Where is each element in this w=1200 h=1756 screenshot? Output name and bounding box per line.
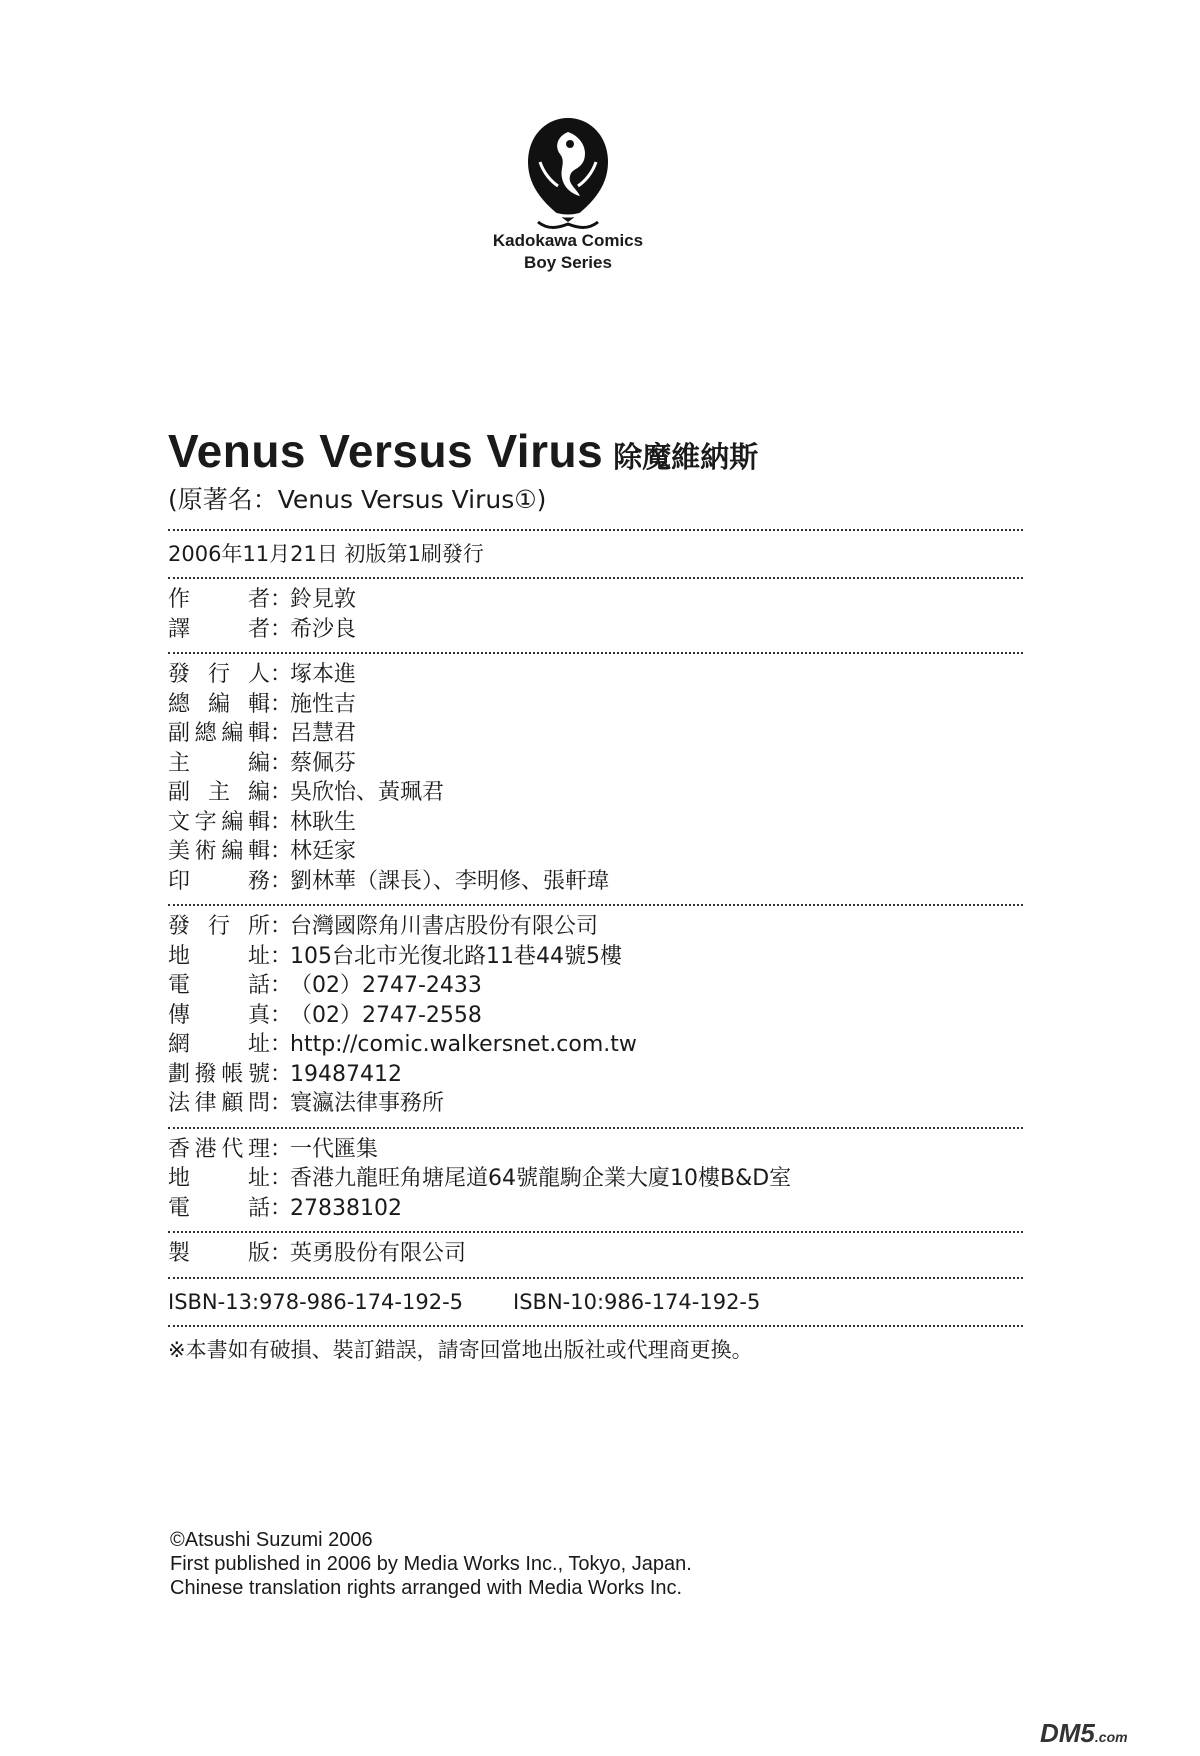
field-colon: ： — [270, 750, 293, 776]
hongkong-row — [168, 1135, 1023, 1165]
field-value: 105台北市光復北路11巷44號5樓 — [290, 943, 622, 969]
phoenix-logo-icon — [518, 110, 618, 235]
copyright-line-1: ©Atsushi Suzumi 2006 — [170, 1529, 373, 1551]
field-label: 副 主 編 — [168, 780, 270, 805]
staff-row — [168, 867, 1023, 897]
publisher-row — [168, 1060, 1023, 1090]
field-label: 劃 撥 帳 號 — [168, 1061, 270, 1087]
field-value: 香港九龍旺角塘尾道64號龍駒企業大廈10樓B&D室 — [290, 1166, 792, 1191]
publisher-row — [168, 1001, 1023, 1031]
field-value: 蔡佩芬 — [290, 750, 357, 776]
field-value: 呂慧君 — [290, 721, 357, 746]
field-label: 副 總 編 輯 — [168, 721, 270, 746]
original-title: (原著名：Venus Versus Virus①) — [168, 485, 547, 514]
printing-section — [168, 1233, 1023, 1277]
publisher-section — [168, 906, 1023, 1127]
field-colon: ： — [270, 721, 293, 746]
field-value: （02）2747-2558 — [290, 1002, 482, 1028]
field-colon: ： — [270, 1061, 293, 1087]
field-value: 林耿生 — [290, 809, 357, 835]
brand-label — [468, 230, 668, 274]
edition-line: 2006年11月21日 初版第1刷發行 — [168, 542, 484, 566]
staff-row — [168, 719, 1023, 749]
field-colon: ： — [270, 780, 293, 805]
field-label: 總 編 輯 — [168, 691, 270, 717]
field-value: 台灣國際角川書店股份有限公司 — [290, 914, 599, 939]
title-main: Venus Versus Virus — [168, 425, 604, 477]
hongkong-row — [168, 1164, 1023, 1194]
staff-section — [168, 654, 1023, 904]
copyright-line-3: Chinese translation rights arranged with Media Works Inc. — [170, 1577, 683, 1599]
credits-section — [168, 579, 1023, 652]
field-label: 香 港 代 理 — [168, 1136, 270, 1162]
field-label: 地 址 — [168, 943, 270, 969]
credits-row — [168, 615, 1023, 645]
staff-row — [168, 778, 1023, 808]
field-value: 鈴見敦 — [290, 587, 357, 612]
field-value: 林廷家 — [290, 839, 357, 864]
field-value: 19487412 — [290, 1061, 402, 1087]
field-label: 印 務 — [168, 868, 270, 894]
field-colon: ： — [270, 1166, 293, 1191]
field-value: 英勇股份有限公司 — [290, 1241, 467, 1266]
staff-row — [168, 690, 1023, 720]
isbn-10: ISBN-10:986-174-192-5 — [513, 1289, 761, 1314]
field-colon: ： — [270, 1195, 293, 1221]
field-colon: ： — [270, 616, 293, 642]
staff-row — [168, 749, 1023, 779]
field-value: 寰瀛法律事務所 — [290, 1091, 445, 1116]
copyright-block — [170, 1528, 692, 1600]
field-label: 發 行 人 — [168, 662, 270, 687]
field-colon: ： — [270, 662, 293, 687]
field-label: 文 字 編 輯 — [168, 809, 270, 835]
field-colon: ： — [270, 587, 293, 612]
watermark — [1040, 1718, 1128, 1749]
field-value: 施性吉 — [290, 691, 357, 717]
field-value: http://comic.walkersnet.com.tw — [290, 1032, 637, 1057]
colophon — [168, 425, 1023, 1373]
field-colon: ： — [270, 1091, 293, 1116]
field-label: 譯 者 — [168, 616, 270, 642]
publisher-row — [168, 1030, 1023, 1060]
field-colon: ： — [270, 809, 293, 835]
isbn-line — [168, 1279, 1023, 1325]
field-label: 電 話 — [168, 1195, 270, 1221]
field-label: 法 律 顧 問 — [168, 1091, 270, 1116]
field-label: 主 編 — [168, 750, 270, 776]
field-colon: ： — [270, 839, 293, 864]
field-colon: ： — [270, 1241, 293, 1266]
publisher-row — [168, 971, 1023, 1001]
staff-row — [168, 808, 1023, 838]
field-colon: ： — [270, 1136, 293, 1162]
publisher-row — [168, 1089, 1023, 1119]
title-chinese: 除魔維納斯 — [613, 440, 759, 474]
field-value: （02）2747-2433 — [290, 973, 482, 998]
field-colon: ： — [270, 868, 293, 894]
publisher-row — [168, 942, 1023, 972]
field-colon: ： — [270, 973, 293, 998]
field-label: 作 者 — [168, 587, 270, 612]
brand-line-2: Boy Series — [524, 253, 612, 272]
field-colon: ： — [270, 943, 293, 969]
field-value: 塚本進 — [290, 662, 357, 687]
field-label: 網 址 — [168, 1032, 270, 1057]
watermark-suffix: .com — [1094, 1729, 1128, 1745]
field-label: 地 址 — [168, 1166, 270, 1191]
field-label: 製 版 — [168, 1241, 270, 1266]
field-value: 一代匯集 — [290, 1136, 379, 1162]
field-colon: ： — [270, 1032, 293, 1057]
field-value: 27838102 — [290, 1195, 402, 1221]
isbn-13: ISBN-13:978-986-174-192-5 — [168, 1289, 464, 1314]
damage-notice: ※本書如有破損、裝訂錯誤，請寄回當地出版社或代理商更換。 — [168, 1337, 753, 1362]
field-colon: ： — [270, 691, 293, 717]
field-value: 吳欣怡、黃珮君 — [290, 780, 445, 805]
field-value: 希沙良 — [290, 616, 357, 642]
staff-row — [168, 660, 1023, 690]
field-colon: ： — [270, 914, 293, 939]
field-label: 美 術 編 輯 — [168, 839, 270, 864]
hongkong-row — [168, 1194, 1023, 1224]
hongkong-section — [168, 1129, 1023, 1232]
watermark-main: DM5 — [1040, 1718, 1095, 1748]
book-title — [168, 425, 1023, 483]
field-label: 傳 真 — [168, 1002, 270, 1028]
brand-line-1: Kadokawa Comics — [492, 231, 644, 250]
staff-row — [168, 837, 1023, 867]
field-label: 電 話 — [168, 973, 270, 998]
printing-row — [168, 1239, 1023, 1269]
field-value: 劉林華（課長）、李明修、張軒瑋 — [290, 868, 610, 894]
field-colon: ： — [270, 1002, 293, 1028]
field-label: 發 行 所 — [168, 914, 270, 939]
publisher-row — [168, 912, 1023, 942]
copyright-line-2: First published in 2006 by Media Works Inc., Tokyo, Japan. — [170, 1553, 692, 1575]
credits-row — [168, 585, 1023, 615]
